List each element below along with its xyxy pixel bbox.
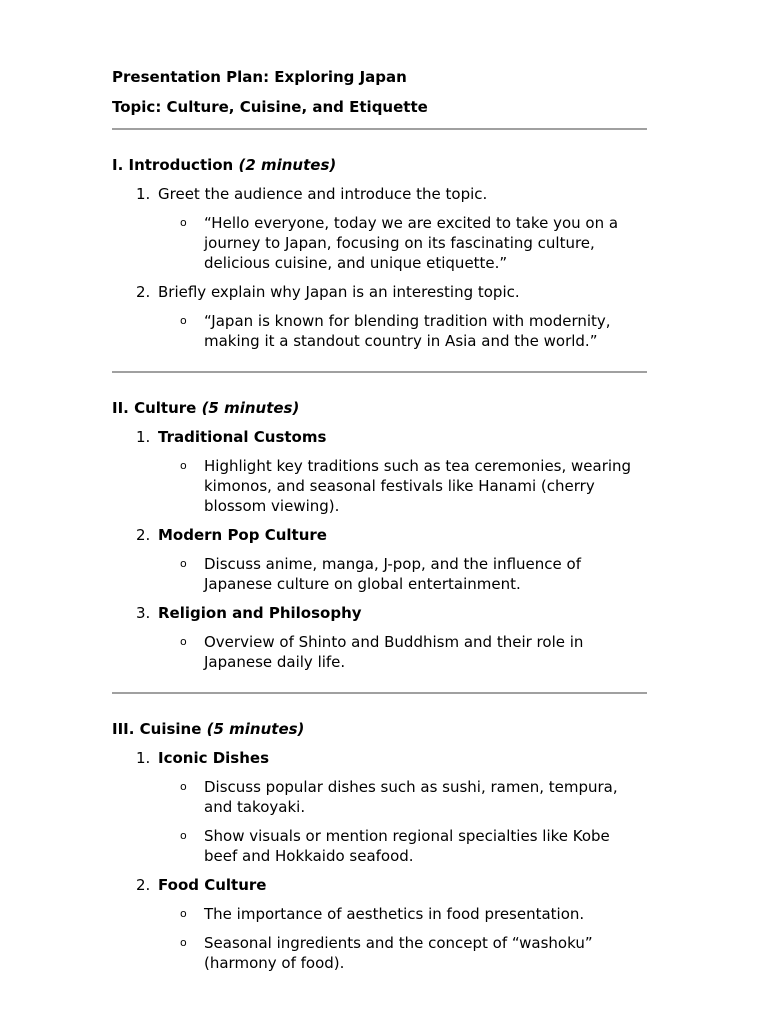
sub-bullet-list: [112, 904, 647, 973]
sub-bullet-item: [112, 311, 647, 351]
list-item-number: [112, 603, 158, 623]
sub-bullet-item: [112, 554, 647, 594]
list-item-line: [112, 875, 647, 895]
list-item-text: Briefly explain why Japan is an interesting topic.: [158, 283, 520, 301]
numbered-list: [112, 427, 647, 672]
sub-bullet-list: [112, 213, 647, 273]
circle-bullet-icon: o: [180, 907, 187, 920]
numbered-list: [112, 748, 647, 973]
list-item: [112, 427, 647, 516]
list-item-number-text: 1.: [136, 428, 151, 446]
list-item-text: Iconic Dishes: [158, 749, 270, 767]
list-item: [112, 282, 647, 351]
sub-bullet-item: [112, 456, 647, 516]
sub-bullet-item: [112, 933, 647, 973]
list-item-line: [112, 748, 647, 768]
list-item: [112, 525, 647, 594]
sub-bullet-list: [112, 632, 647, 672]
section: [112, 373, 647, 692]
list-item-line: [112, 184, 647, 204]
document-topic: Topic: Culture, Cuisine, and Etiquette: [112, 98, 428, 116]
list-item: [112, 603, 647, 672]
list-item-text: Food Culture: [158, 876, 267, 894]
section-duration: (5 minutes): [206, 720, 305, 738]
list-item-text: Modern Pop Culture: [158, 526, 327, 544]
sub-bullet-item: [112, 632, 647, 672]
document-title: Presentation Plan: Exploring Japan: [112, 68, 407, 86]
circle-bullet-icon: o: [180, 557, 187, 570]
list-item-number: [112, 282, 158, 302]
section-heading-text: I. Introduction: [112, 156, 239, 174]
sub-bullet-list: [112, 777, 647, 866]
list-item-number-text: 3.: [136, 604, 151, 622]
section-heading: [112, 155, 647, 175]
list-item-line: [112, 427, 647, 447]
list-item-number-text: 1.: [136, 749, 151, 767]
list-item-text: Traditional Customs: [158, 428, 327, 446]
section: [112, 130, 647, 371]
sub-bullet-text: Discuss popular dishes such as sushi, ramen, tempura, and takoyaki.: [204, 778, 618, 816]
sub-bullet-item: [112, 904, 647, 924]
numbered-list: [112, 184, 647, 351]
sub-bullet-text: “Japan is known for blending tradition with modernity, making it a standout country in Asia and the world.”: [204, 312, 611, 350]
sub-bullet-item: [112, 777, 647, 817]
sections: [112, 130, 647, 993]
sub-bullet-text: The importance of aesthetics in food presentation.: [204, 905, 585, 923]
sub-bullet-text: Overview of Shinto and Buddhism and their role in Japanese daily life.: [204, 633, 584, 671]
sub-bullet-text: “Hello everyone, today we are excited to take you on a journey to Japan, focusing on its fascinating culture, delicious cuisine, and unique etiquette.”: [204, 214, 619, 272]
list-item: [112, 875, 647, 973]
circle-bullet-icon: o: [180, 780, 187, 793]
sub-bullet-item: [112, 826, 647, 866]
sub-bullet-text: Seasonal ingredients and the concept of “washoku” (harmony of food).: [204, 934, 593, 972]
list-item-text: Religion and Philosophy: [158, 604, 362, 622]
list-item: [112, 748, 647, 866]
list-item-line: [112, 525, 647, 545]
list-item-number-text: 2.: [136, 526, 151, 544]
sub-bullet-text: Discuss anime, manga, J-pop, and the influence of Japanese culture on global entertainment.: [204, 555, 581, 593]
list-item-number: [112, 748, 158, 768]
list-item: [112, 184, 647, 273]
sub-bullet-list: [112, 311, 647, 351]
list-item-number-text: 2.: [136, 283, 151, 301]
sub-bullet-list: [112, 554, 647, 594]
section-heading-text: III. Cuisine: [112, 720, 207, 738]
section-heading: [112, 719, 647, 739]
list-item-number: [112, 525, 158, 545]
sub-bullet-item: [112, 213, 647, 273]
section-duration: (2 minutes): [238, 156, 337, 174]
section-heading-text: II. Culture: [112, 399, 202, 417]
list-item-number: [112, 875, 158, 895]
section: [112, 694, 647, 993]
circle-bullet-icon: o: [180, 314, 187, 327]
section-heading: [112, 398, 647, 418]
sub-bullet-list: [112, 456, 647, 516]
document-body: [112, 67, 647, 993]
circle-bullet-icon: o: [180, 829, 187, 842]
circle-bullet-icon: o: [180, 216, 187, 229]
list-item-number: [112, 427, 158, 447]
circle-bullet-icon: o: [180, 936, 187, 949]
list-item-number: [112, 184, 158, 204]
list-item-line: [112, 603, 647, 623]
list-item-line: [112, 282, 647, 302]
list-item-number-text: 2.: [136, 876, 151, 894]
list-item-number-text: 1.: [136, 185, 151, 203]
circle-bullet-icon: o: [180, 635, 187, 648]
list-item-text: Greet the audience and introduce the topic.: [158, 185, 488, 203]
section-duration: (5 minutes): [201, 399, 300, 417]
circle-bullet-icon: o: [180, 459, 187, 472]
sub-bullet-text: Show visuals or mention regional specialties like Kobe beef and Hokkaido seafood.: [204, 827, 610, 865]
sub-bullet-text: Highlight key traditions such as tea ceremonies, wearing kimonos, and seasonal festivals like Hanami (cherry blossom viewing).: [204, 457, 632, 515]
